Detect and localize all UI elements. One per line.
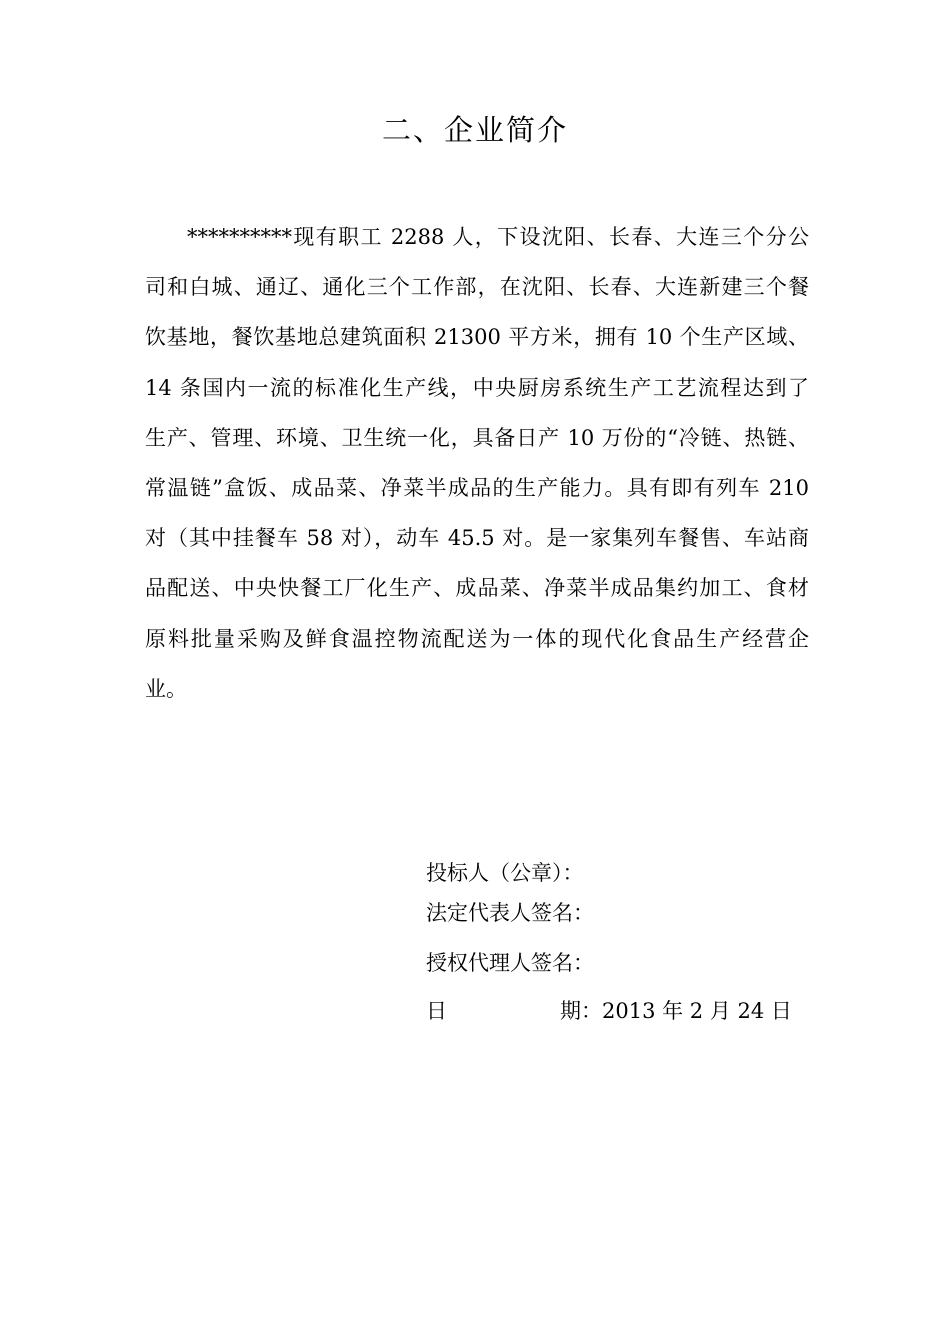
date-line <box>426 996 792 1026</box>
paragraph-line: **********现有职工 2288 人，下设沈阳、长春、大连三个分公 <box>187 225 809 249</box>
paragraph-line: 14 条国内一流的标准化生产线，中央厨房系统生产工艺流程达到了 <box>145 375 809 400</box>
paragraph-line: 品配送、中央快餐工厂化生产、成品菜、净菜半成品集约加工、食材 <box>145 576 809 601</box>
paragraph-line: 生产、管理、环境、卫生统一化，具备日产 10 万份的“冷链、热链、 <box>145 425 809 450</box>
paragraph-line: 饮基地，餐饮基地总建筑面积 21300 平方米，拥有 10 个生产区域、 <box>145 325 809 350</box>
paragraph-line: 对（其中挂餐车 58 对），动车 45.5 对。是一家集列车餐售、车站商 <box>145 526 809 551</box>
bidder-seal-label: 投标人（公章）： <box>426 861 584 885</box>
company-intro-paragraph <box>145 212 809 714</box>
authorized-agent-signature-label: 授权代理人签名： <box>426 951 594 975</box>
paragraph-line: 业。 <box>145 676 187 701</box>
paragraph-line: 司和白城、通辽、通化三个工作部，在沈阳、长春、大连新建三个餐 <box>145 275 809 300</box>
date-label-part2: 期： <box>560 999 602 1023</box>
paragraph-line: 常温链”盒饭、成品菜、净菜半成品的生产能力。具有即有列车 210 <box>145 475 809 500</box>
document-title: 二、企业简介 <box>381 113 568 147</box>
paragraph-line: 原料批量采购及鲜食温控物流配送为一体的现代化食品生产经营企 <box>145 626 809 651</box>
legal-representative-signature-label: 法定代表人签名： <box>426 901 594 925</box>
date-value: 2013 年 2 月 24 日 <box>602 999 792 1023</box>
date-label-part1: 日 <box>426 999 447 1023</box>
